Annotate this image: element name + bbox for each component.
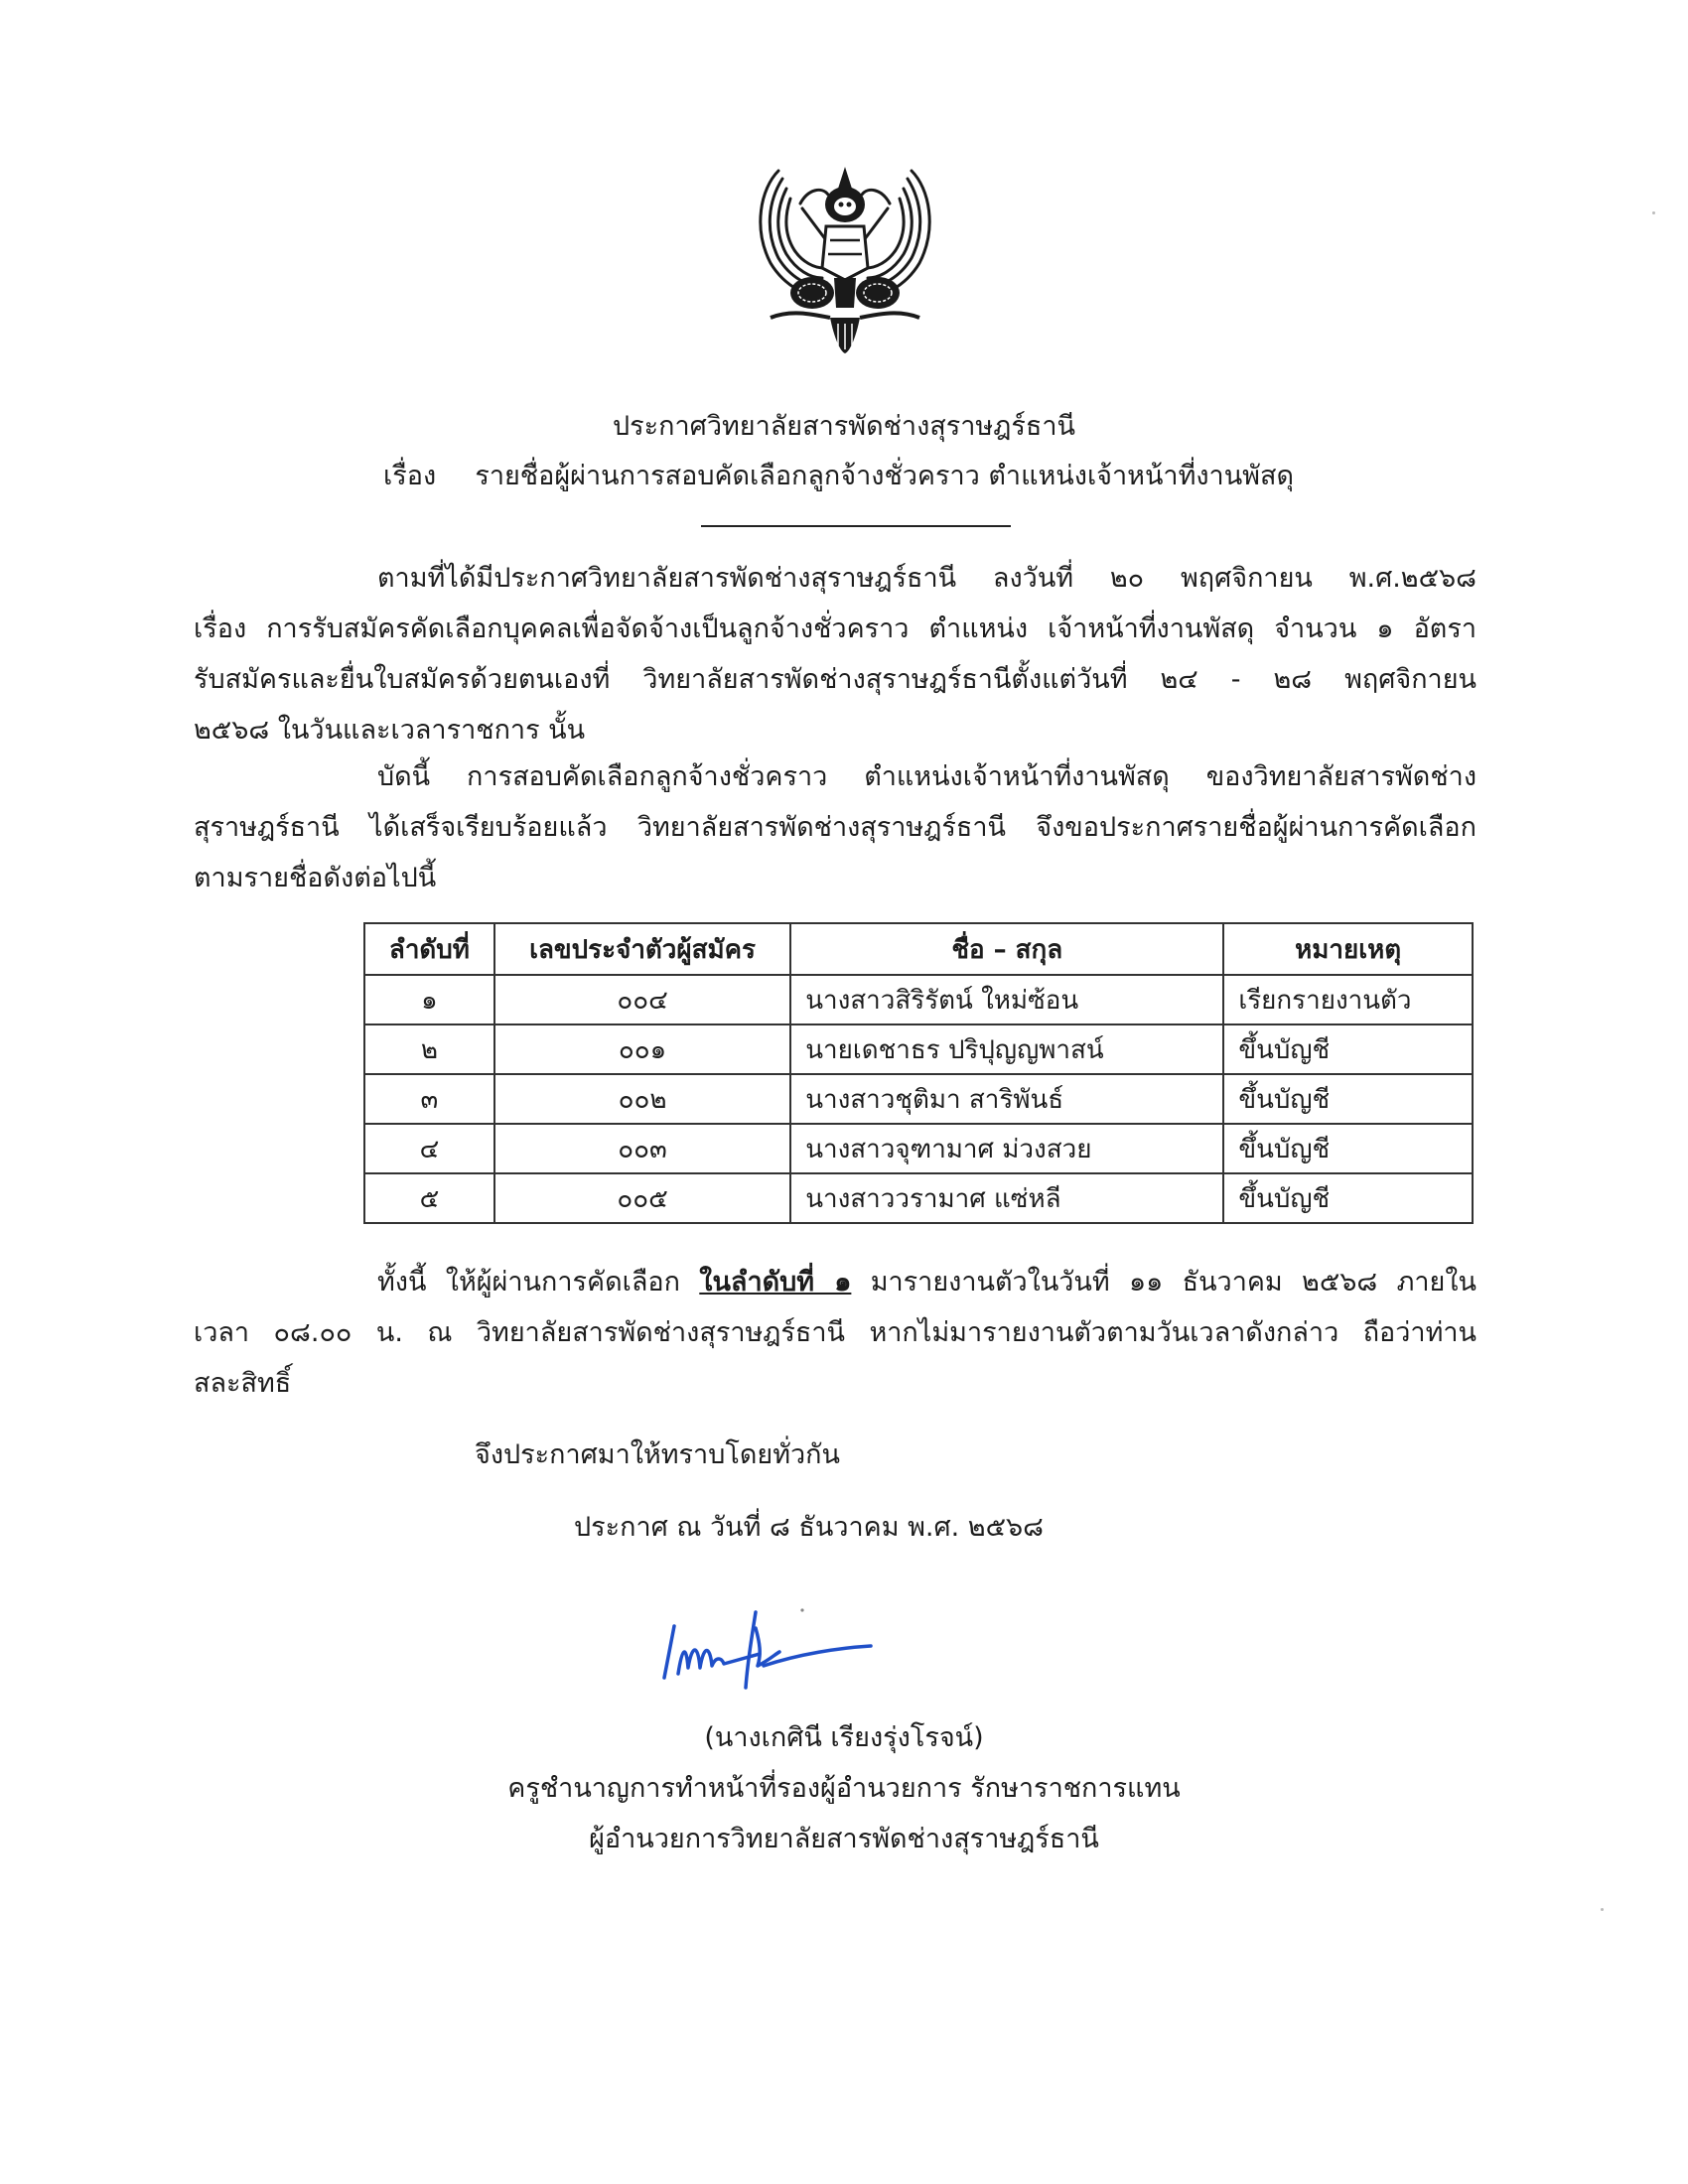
cell-order: ๕: [364, 1173, 494, 1223]
paragraph-line: เวลา ๐๘.๐๐ น. ณ วิทยาลัยสารพัดช่างสุราษฎร์ธานี หากไม่มารายงานตัวตามวันเวลาดังกล่าว ถือว่าท่าน: [194, 1317, 1477, 1348]
column-header-remark: หมายเหตุ: [1223, 923, 1473, 975]
cell-remark: เรียกรายงานตัว: [1223, 975, 1473, 1024]
column-header-applicant-id: เลขประจำตัวผู้สมัคร: [494, 923, 790, 975]
column-header-order: ลำดับที่: [364, 923, 494, 975]
column-header-name: ชื่อ – สกุล: [790, 923, 1223, 975]
paragraph-line: ตามที่ได้มีประกาศวิทยาลัยสารพัดช่างสุราษฎร์ธานี ลงวันที่ ๒๐ พฤศจิกายน พ.ศ.๒๕๖๘: [377, 563, 1477, 594]
cell-name: นางสาวสิริรัตน์ ใหม่ซ้อน: [790, 975, 1223, 1024]
cell-applicant-id: ๐๐๒: [494, 1074, 790, 1124]
cell-applicant-id: ๐๐๔: [494, 975, 790, 1024]
signatory-position-line2: ผู้อำนวยการวิทยาลัยสารพัดช่างสุราษฎร์ธานี: [589, 1824, 1099, 1854]
paragraph-result: [194, 751, 1477, 903]
paragraph-line: บัดนี้ การสอบคัดเลือกลูกจ้างชั่วคราว ตำแหน่งเจ้าหน้าที่งานพัสดุ ของวิทยาลัยสารพัดช่าง: [377, 761, 1477, 792]
scan-speck: [1652, 211, 1655, 214]
table-row: [364, 975, 1473, 1024]
cell-name: นายเดชาธร ปริปุญญพาสน์: [790, 1024, 1223, 1074]
subject-label: เรื่อง: [383, 461, 437, 491]
handwritten-signature: [660, 1608, 918, 1698]
paragraph-line: ตามรายชื่อดังต่อไปนี้: [194, 863, 437, 893]
paragraph-reporting-notice: [194, 1257, 1477, 1409]
paragraph-line: สละสิทธิ์: [194, 1368, 292, 1399]
table-row: [364, 1124, 1473, 1173]
table-row: [364, 1024, 1473, 1074]
cell-order: ๔: [364, 1124, 494, 1173]
passed-candidates-table: [363, 922, 1474, 1224]
subject-text: รายชื่อผู้ผ่านการสอบคัดเลือกลูกจ้างชั่วคราว ตำแหน่งเจ้าหน้าที่งานพัสดุ: [475, 461, 1294, 491]
cell-order: ๒: [364, 1024, 494, 1074]
notice-text: ทั้งนี้ ให้ผู้ผ่านการคัดเลือก: [377, 1267, 700, 1297]
cell-applicant-id: ๐๐๕: [494, 1173, 790, 1223]
paragraph-line: [194, 1257, 1477, 1307]
paragraph-line: สุราษฎร์ธานี ได้เสร็จเรียบร้อยแล้ว วิทยาลัยสารพัดช่างสุราษฎร์ธานี จึงขอประกาศรายชื่อผู้ผ่านการคัดเลือก: [194, 812, 1477, 843]
notice-emphasis: ในลำดับที่ ๑: [699, 1267, 852, 1297]
cell-remark: ขึ้นบัญชี: [1223, 1124, 1473, 1173]
cell-name: นางสาววรามาศ แซ่หลี: [790, 1173, 1223, 1223]
cell-order: ๓: [364, 1074, 494, 1124]
cell-name: นางสาวจุฑามาศ ม่วงสวย: [790, 1124, 1223, 1173]
announcement-date: ประกาศ ณ วันที่ ๘ ธันวาคม พ.ศ. ๒๕๖๘: [574, 1512, 1045, 1543]
subject-line: [383, 451, 1294, 501]
cell-remark: ขึ้นบัญชี: [1223, 1173, 1473, 1223]
announcement-title: ประกาศวิทยาลัยสารพัดช่างสุราษฎร์ธานี: [613, 411, 1075, 442]
paragraph-line: ๒๕๖๘ ในวันและเวลาราชการ นั้น: [194, 715, 586, 746]
paragraph-line: เรื่อง การรับสมัครคัดเลือกบุคคลเพื่อจัดจ้างเป็นลูกจ้างชั่วคราว ตำแหน่ง เจ้าหน้าที่งานพัสดุ จำนวน ๑ อัตรา: [194, 614, 1477, 644]
closing-announce: จึงประกาศมาให้ทราบโดยทั่วกัน: [475, 1439, 840, 1470]
cell-remark: ขึ้นบัญชี: [1223, 1074, 1473, 1124]
cell-remark: ขึ้นบัญชี: [1223, 1024, 1473, 1074]
paragraph-line: รับสมัครและยื่นใบสมัครด้วยตนเองที่ วิทยาลัยสารพัดช่างสุราษฎร์ธานีตั้งแต่วันที่ ๒๔ - ๒๘ พฤศจิกายน: [194, 664, 1477, 695]
cell-order: ๑: [364, 975, 494, 1024]
table-row: [364, 1074, 1473, 1124]
cell-applicant-id: ๐๐๑: [494, 1024, 790, 1074]
table-row: [364, 1173, 1473, 1223]
paragraph-intro: [194, 553, 1477, 755]
signatory-position-line1: ครูชำนาญการทำหน้าที่รองผู้อำนวยการ รักษาราชการแทน: [507, 1773, 1181, 1804]
signatory-name: (นางเกศินี เรียงรุ่งโรจน์): [704, 1722, 984, 1753]
garuda-emblem-icon: [731, 159, 959, 357]
cell-name: นางสาวชุติมา สาริพันธ์: [790, 1074, 1223, 1124]
cell-applicant-id: ๐๐๓: [494, 1124, 790, 1173]
notice-text: มารายงานตัวในวันที่ ๑๑ ธันวาคม ๒๕๖๘ ภายใน: [851, 1267, 1477, 1297]
header-divider: [701, 525, 1011, 527]
table-header-row: [364, 923, 1473, 975]
scan-speck: [1601, 1908, 1604, 1911]
